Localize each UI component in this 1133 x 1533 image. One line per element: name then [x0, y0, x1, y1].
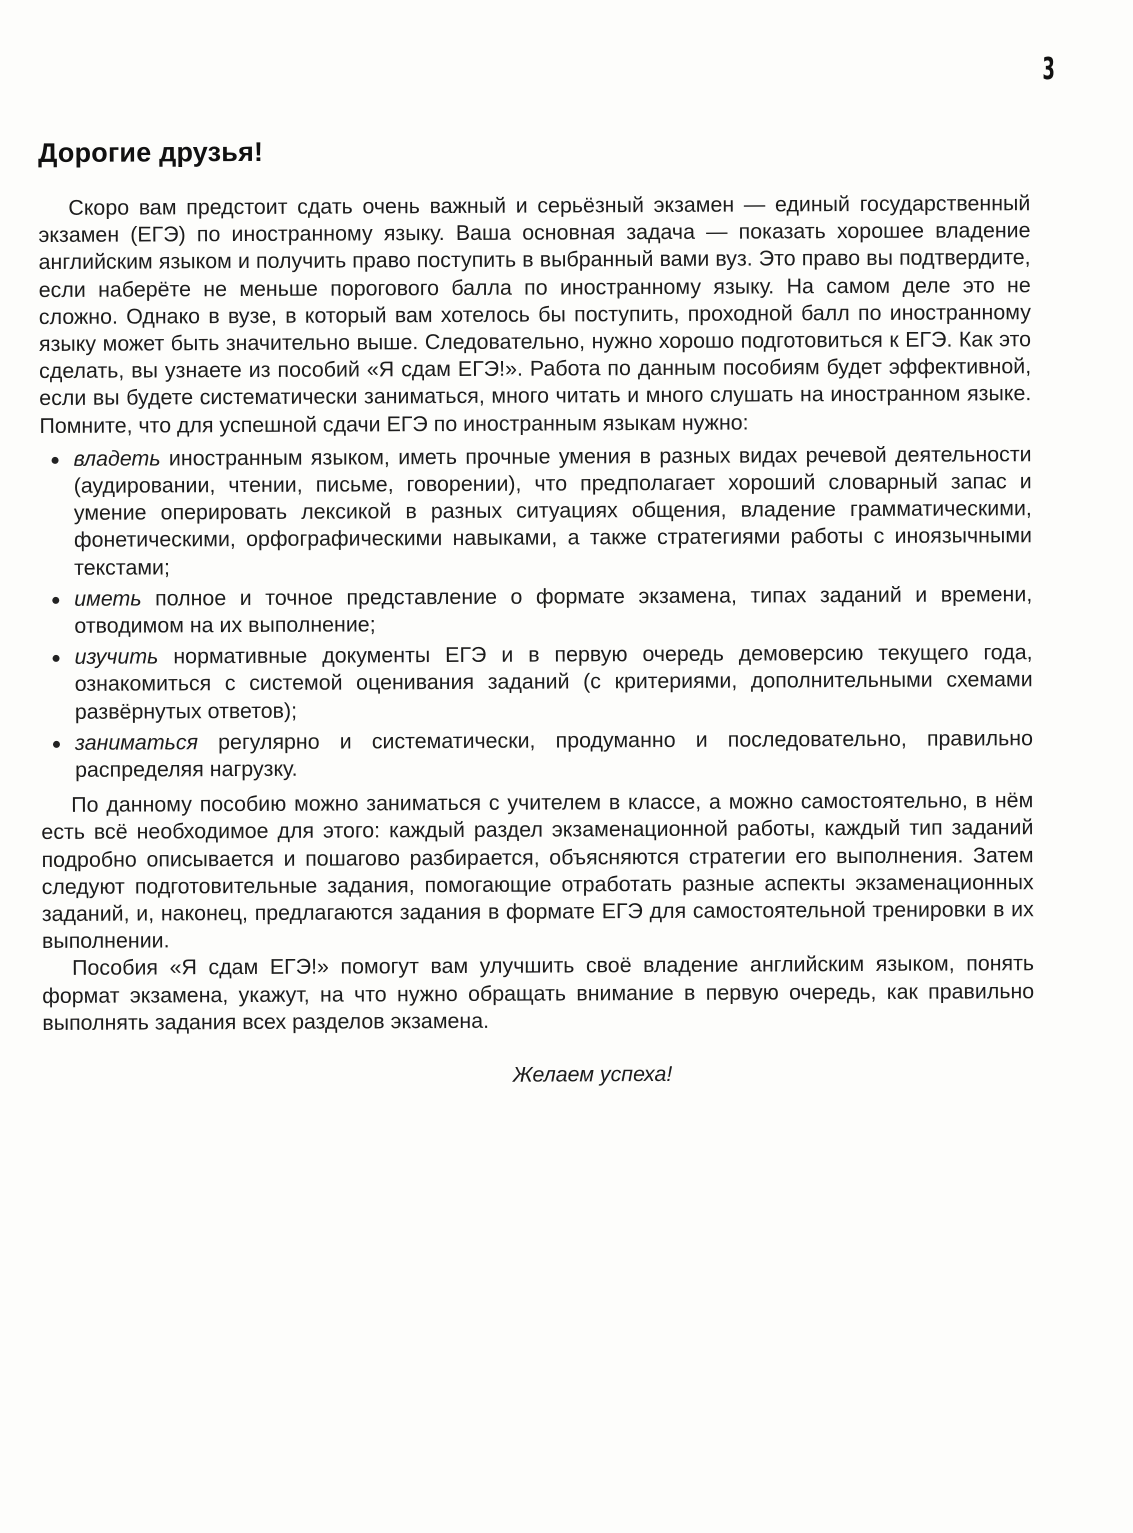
- list-item: [41, 725, 1033, 784]
- bullet-text: иностранным языком, иметь прочные умения в разных видах речевой деятельности (аудировании, чтении, письме, говорении), что предполагает хороший словарный запас и умение оперировать лексикой в разных ситуациях общения, владение грамматическими, фонетическими, орфографическими навыками, а также стратегиями работы с иноязычными текстами;: [73, 441, 1033, 580]
- page-number: 3: [1042, 52, 1055, 87]
- page-content: [38, 133, 1035, 1090]
- closing-wish: Желаем успеха!: [512, 1062, 673, 1087]
- bullet-text: нормативные документы ЕГЭ и в первую очередь демоверсию текущего года, ознакомиться с системой оценивания заданий (с критериями, дополнительными схемами развёрнутых ответов);: [74, 640, 1033, 724]
- bullet-icon: [53, 655, 60, 662]
- intro-paragraph: Скоро вам предстоит сдать очень важный и серьёзный экзамен — единый государственный экзамен (ЕГЭ) по иностранному языку. Ваша основная задача — показать хорошее владение английским языком и получить право поступить в выбранный вами вуз. Это право вы подтвердите, если наберёте не меньше порогового балла по иностранному языку. На самом деле это не сложно. Однако в вузе, в который вам хотелось бы поступить, проходной балл по иностранному языку может быть значительно выше. Следовательно, нужно хорошо подготовиться к ЕГЭ. Как это сделать, вы узнаете из пособий «Я сдам ЕГЭ!». Работа по данным пособиям будет эффективной, если вы будете систематически заниматься, много читать и много слушать на иностранном языке. Помните, что для успешной сдачи ЕГЭ по иностранным языкам нужно:: [38, 191, 1032, 438]
- paragraph-benefits: Пособия «Я сдам ЕГЭ!» помогут вам улучшить своё владение английским языком, понять формат экзамена, укажут, на что нужно обращать внимание в первую очередь, как правильно выполнять задания всех разделов экзамена.: [42, 951, 1035, 1035]
- list-item: [40, 639, 1032, 725]
- bullet-text: полное и точное представление о формате экзамена, типах заданий и времени, отводимом на их выполнение;: [74, 581, 1033, 638]
- bullet-text: регулярно и систематически, продуманно и последовательно, правильно распределяя нагрузку.: [75, 726, 1034, 782]
- list-item: [40, 441, 1033, 582]
- bullet-term: иметь: [74, 586, 142, 611]
- bullet-term: заниматься: [74, 730, 199, 755]
- bullet-icon: [52, 597, 59, 604]
- requirements-list: [40, 441, 1034, 784]
- bullet-term: изучить: [74, 644, 159, 670]
- list-item: [40, 581, 1032, 640]
- paragraph-usage: По данному пособию можно заниматься с учителем в классе, а можно самостоятельно, в нём есть всё необходимое для этого: каждый раздел экзаменационной работы, каждый тип заданий подробно описывается и пошагово разбирается, объясняются стратегии его выполнения. Затем следуют подготовительные задания, помогающие отработать разные аспекты экзаменационных заданий, и, наконец, предлагаются задания в формате ЕГЭ для самостоятельной тренировки в их выполнении.: [41, 788, 1034, 954]
- bullet-term: владеть: [73, 446, 161, 471]
- bullet-icon: [53, 741, 60, 748]
- page-title: Дорогие друзья!: [38, 136, 264, 168]
- bullet-icon: [52, 457, 59, 464]
